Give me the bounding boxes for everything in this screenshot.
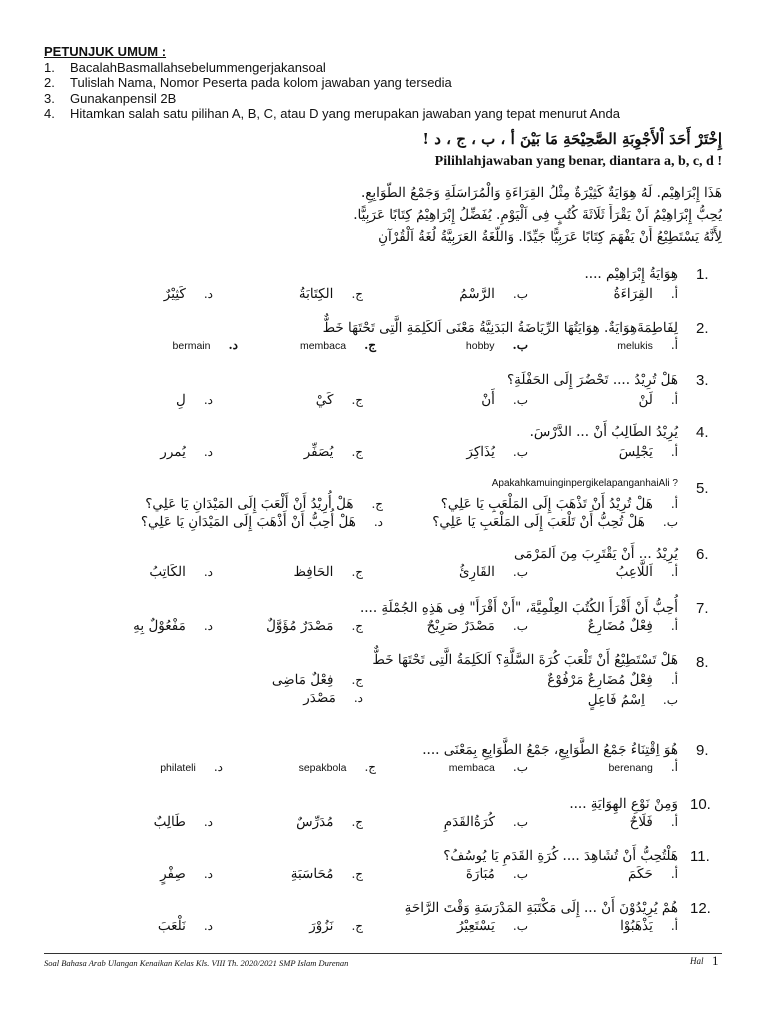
option-text: نَزُوْرَ xyxy=(309,918,334,934)
question-text: هَلْ تَسْتَطِيْعُ أَنْ تَلْعَبَ كُرَةَ السَّلَّةِ؟ اَلكَلِمَةُ الَّتِى تَحْتَهَا خَطٌّ xyxy=(372,652,678,668)
option-text: مَصْدَرٌ مُؤَوَّلٌ xyxy=(266,618,334,634)
option-a[interactable] xyxy=(638,392,678,408)
question-number: 12. xyxy=(690,900,711,917)
option-text: يَجْلِسَ xyxy=(618,444,653,460)
instruction-number: 2. xyxy=(44,75,55,90)
option-c[interactable] xyxy=(291,866,363,882)
option-letter: ب. xyxy=(512,815,528,829)
option-a[interactable] xyxy=(616,564,678,580)
option-letter: د. xyxy=(203,919,213,933)
instruction-text: BacalahBasmallahsebelummengerjakansoal xyxy=(70,59,326,75)
option-text: فِعْلٌ مَاضِى xyxy=(271,672,334,688)
option-letter: ب. xyxy=(512,919,528,933)
option-c[interactable] xyxy=(296,814,363,830)
option-text: مُحَاسَبَةِ xyxy=(290,866,334,882)
option-letter: د. xyxy=(373,515,383,529)
option-b[interactable] xyxy=(432,514,678,530)
question-text: وَمِنْ نَوْعِ الهِوَايَةِ .... xyxy=(569,796,678,812)
instruction-item xyxy=(44,75,724,91)
option-letter: ب. xyxy=(512,287,528,301)
option-text: أَنْ xyxy=(481,392,495,408)
option-text: كُرَةُالقَدَمِ xyxy=(443,814,495,830)
option-a[interactable] xyxy=(588,618,678,634)
passage-line: يُحِبُّ إِبْرَاهِيْمُ اَنْ يَقْرَأَ ثَلَاثَةَ كُتُبٍ فِى اَلْيَوْمِ. يُفَضِّلُ إِبْرَاهِيْمُ كِتَابًا عَرَبِيًّا. xyxy=(353,207,722,223)
option-b[interactable] xyxy=(466,866,528,882)
option-letter: ب. xyxy=(512,393,528,407)
question-text: هَلْ تُرِيْدُ .... تَحْضُرَ إِلَى الحَفْلَةِ؟ xyxy=(506,372,678,388)
option-d[interactable] xyxy=(160,866,213,882)
option-b[interactable] xyxy=(444,814,528,830)
option-a[interactable] xyxy=(630,814,678,830)
option-text: كَيْ xyxy=(315,392,334,408)
option-text: مُبَارَةَ xyxy=(465,866,495,882)
instruction-text: Tulislah Nama, Nomor Peserta pada kolom jawaban yang tersedia xyxy=(70,75,452,90)
option-text: يَذْهَبُوْا xyxy=(620,918,653,934)
passage-line: هَذَا إِبْرَاهِيْم. لَهُ هِوَايَةٌ كَثِيْرَةٌ مِثْلُ القِرَاءَةِ وَالْمُرَاسَلَةِ وَجَمْعُ الطَّوَابِعِ. xyxy=(360,185,722,201)
option-text: membaca xyxy=(448,762,495,774)
instruction-item xyxy=(44,106,724,122)
question-number: 6. xyxy=(696,546,709,563)
option-letter: د. xyxy=(213,760,223,774)
option-letter: ب. xyxy=(512,867,528,881)
option-letter: د. xyxy=(203,287,213,301)
option-text: hobby xyxy=(465,340,495,352)
option-d[interactable] xyxy=(160,760,223,774)
general-instructions xyxy=(44,44,724,122)
option-text: فِعْلٌ مُضَارِعٌ xyxy=(587,618,653,634)
question-text: هَلْتُحِبُّ أَنْ تُشَاهِدَ .... كُرَةِ القَدَمِ يَا يُوسُفُ؟ xyxy=(443,848,678,864)
option-b[interactable] xyxy=(466,338,528,352)
option-d[interactable] xyxy=(149,564,213,580)
option-letter: ج. xyxy=(351,445,363,459)
option-text: صِفْرٍ xyxy=(160,866,186,882)
option-text: مَصْدَر xyxy=(303,690,336,706)
option-letter: د. xyxy=(228,338,238,352)
option-letter: أ. xyxy=(670,287,678,301)
question-number: 4. xyxy=(696,424,709,441)
option-a[interactable] xyxy=(619,444,678,460)
option-text: القِرَاءَةُ xyxy=(613,286,653,302)
passage-line: لِأَنَّهُ يَسْتَطِيْعُ أَنْ يَفْهَمَ كِتَابًا عَرَبِيًّا جَيِّدًا. وَاللُّغَةُ العَرَبِيَّةُ لُغَةُ اَلْقُرْآنِ xyxy=(378,229,722,245)
option-a[interactable] xyxy=(608,760,678,774)
option-letter: ب. xyxy=(662,515,678,529)
option-b[interactable] xyxy=(459,564,528,580)
option-a[interactable] xyxy=(547,672,678,688)
option-text: يُذَاكِرَ xyxy=(466,444,495,460)
option-letter: ج. xyxy=(351,565,363,579)
option-text: لَنْ xyxy=(638,392,653,408)
option-b[interactable] xyxy=(466,444,528,460)
option-text: حَكَمَ xyxy=(628,866,653,882)
reading-passage xyxy=(42,182,722,248)
option-text: هَلْ أُحِبُّ أَنْ أَذْهَبَ إِلَى المَيْدَانِ يَا عَلِي؟ xyxy=(140,514,356,530)
option-letter: أ. xyxy=(670,867,678,881)
option-text: الرَّسْمُ xyxy=(459,286,495,302)
option-text: الكِتَابَةُ xyxy=(298,286,334,302)
instruction-text: Gunakanpensil 2B xyxy=(70,90,177,106)
option-c[interactable] xyxy=(299,760,376,774)
option-text: اِسْمُ فَاعِلٍ xyxy=(587,692,645,708)
option-b[interactable] xyxy=(427,618,528,634)
option-letter: ب. xyxy=(512,760,528,774)
option-c[interactable] xyxy=(299,286,363,302)
option-d[interactable] xyxy=(303,690,363,706)
option-letter: أ. xyxy=(670,497,678,511)
option-a[interactable] xyxy=(628,866,678,882)
option-text: berenang xyxy=(608,762,653,774)
option-c[interactable] xyxy=(272,672,363,688)
option-letter: ج. xyxy=(351,867,363,881)
question-number: 2. xyxy=(696,320,709,337)
option-letter: ج. xyxy=(351,287,363,301)
option-c[interactable] xyxy=(304,444,363,460)
option-text: هَلْ تُحِبُّ أَنْ تَلْعَبَ إِلَى المَلْعَبِ يَا عَلِي؟ xyxy=(432,514,645,530)
option-a[interactable] xyxy=(620,918,678,934)
option-c[interactable] xyxy=(300,338,376,352)
question-number: 5. xyxy=(696,480,709,497)
option-text: لِ xyxy=(176,392,186,408)
option-letter: ج. xyxy=(351,919,363,933)
option-c[interactable] xyxy=(309,918,363,934)
question-number: 1. xyxy=(696,266,709,283)
option-d[interactable] xyxy=(158,918,213,934)
option-letter: أ. xyxy=(670,673,678,687)
option-d[interactable] xyxy=(141,514,383,530)
option-letter: أ. xyxy=(670,619,678,633)
page-label: Hal xyxy=(690,956,704,966)
option-text: كَثِيْرٌ xyxy=(163,286,186,302)
option-a[interactable] xyxy=(614,286,678,302)
option-c[interactable] xyxy=(266,618,363,634)
question-text: لِفَاطِمَةَهِوَايَةٌ. هِوَايَتُهَا الرِّيَاضَةُ البَدَنِيَّةُ مَعْنَى اَلكَلِمَةِ الَّتِى تَحْتَهَا خَطٌّ xyxy=(322,320,678,336)
option-letter: د. xyxy=(203,445,213,459)
option-letter: ج. xyxy=(351,815,363,829)
option-text: membaca xyxy=(299,340,347,352)
option-text: فَلَاحٌ xyxy=(629,814,653,830)
question-number: 11. xyxy=(690,848,710,865)
heading-latin: Pilihlahjawaban yang benar, diantara a, b, c, d ! xyxy=(434,154,722,169)
option-text: مَفْعُوْلٌ بِهِ xyxy=(133,618,186,634)
option-text: يَسْتَعِيْرُ xyxy=(456,918,495,934)
question-number: 3. xyxy=(696,372,709,389)
option-text: sepakbola xyxy=(298,762,347,774)
option-c[interactable] xyxy=(145,496,383,512)
option-d[interactable] xyxy=(164,286,213,302)
option-letter: ج. xyxy=(351,619,363,633)
option-letter: د. xyxy=(203,565,213,579)
option-letter: ج. xyxy=(364,760,376,774)
option-text: طَالِبٌ xyxy=(153,814,186,830)
question-text: هُمْ يُرِيْدُوْنَ أَنْ ... إِلَى مَكْتَبَةِ المَدْرَسَةِ وَقْتَ الرَّاحَةِ xyxy=(404,900,678,916)
option-text: الحَافِظ xyxy=(293,564,334,580)
option-letter: أ. xyxy=(670,919,678,933)
option-letter: د. xyxy=(203,867,213,881)
instruction-number: 4. xyxy=(44,106,55,121)
heading-arabic: إِخْتَرْ أَحَدَ اْلأَجْوِبَةِ الصَّحِيْحَةِ مَا بَيْنَ أ ، ب ، ج ، د ! xyxy=(422,130,722,148)
option-letter: ب. xyxy=(512,338,528,352)
option-text: اَللَّاعِبُ xyxy=(615,564,653,580)
question-number: 8. xyxy=(696,654,709,671)
instruction-number: 1. xyxy=(44,59,55,75)
option-d[interactable] xyxy=(160,444,213,460)
option-d[interactable] xyxy=(173,338,238,352)
option-text: هَلْ تُرِيْدُ أَنْ تَذْهَبَ إِلَى المَلْعَبِ يَا عَلِي؟ xyxy=(440,496,653,512)
option-text: الكَاتِبُ xyxy=(149,564,186,580)
option-b[interactable] xyxy=(481,392,528,408)
option-text: فِعْلٌ مُضَارِعٌ مَرْفُوْعٌ xyxy=(547,672,653,688)
question-number: 7. xyxy=(696,600,709,617)
question-text: ApakahkamuinginpergikelapanganhaiAli ? xyxy=(491,478,678,489)
option-a[interactable] xyxy=(617,338,678,352)
option-text: يُصَفِّر xyxy=(303,444,334,460)
option-text: philateli xyxy=(160,762,196,774)
option-letter: ج. xyxy=(351,393,363,407)
option-letter: أ. xyxy=(670,565,678,579)
instructions-title: PETUNJUK UMUM : xyxy=(44,44,167,59)
option-letter: ب. xyxy=(512,445,528,459)
option-letter: د. xyxy=(203,815,213,829)
page-number: 1 xyxy=(712,953,719,968)
option-b[interactable] xyxy=(449,760,528,774)
option-b[interactable] xyxy=(459,286,528,302)
question-number: 10. xyxy=(690,796,711,813)
option-letter: أ. xyxy=(670,760,678,774)
option-text: melukis xyxy=(617,340,653,352)
option-text: مَصْدَرٌ صَرِيْحٌ xyxy=(426,618,495,634)
instruction-item xyxy=(44,60,724,76)
footer-divider xyxy=(44,953,722,954)
question-text: يُرِيْدُ ... أَنْ يَقْتَرِبَ مِنَ اَلمَرْمَى xyxy=(514,546,678,562)
option-letter: أ. xyxy=(670,815,678,829)
option-letter: ج. xyxy=(351,673,363,687)
instruction-number: 3. xyxy=(44,90,55,106)
question-text: هِوَايَةُ إِبْرَاهِيْم .... xyxy=(584,266,678,282)
option-letter: د. xyxy=(203,619,213,633)
question-text: هُوَ اِقْتِنَاءُ جَمْعُ الطَّوَابِعِ، جَمْعُ الطَّوَابِعِ بِمَعْنَى .... xyxy=(422,742,678,758)
option-letter: ب. xyxy=(512,619,528,633)
option-letter: د. xyxy=(353,691,363,705)
option-d[interactable] xyxy=(154,814,213,830)
instruction-text: Hitamkan salah satu pilihan A, B, C, atau D yang merupakan jawaban yang tepat menurut Anda xyxy=(70,106,620,121)
question-number: 9. xyxy=(696,742,709,759)
option-text: هَلْ أُرِيْدُ أَنْ أَلْعَبَ إِلَى المَيْدَانِ يَا عَلِي؟ xyxy=(145,496,354,512)
footer-text: Soal Bahasa Arab Ulangan Kenaikan Kelas Kls. VIII Th. 2020/2021 SMP Islam Durenan xyxy=(44,958,349,968)
instruction-item xyxy=(44,91,724,107)
option-letter: ب. xyxy=(662,693,678,707)
option-c[interactable] xyxy=(293,564,363,580)
option-text: bermain xyxy=(172,340,211,352)
option-letter: ب. xyxy=(512,565,528,579)
option-c[interactable] xyxy=(316,392,363,408)
option-text: القَارِئُ xyxy=(458,564,495,580)
option-letter: أ. xyxy=(670,393,678,407)
option-b[interactable] xyxy=(457,918,528,934)
option-d[interactable] xyxy=(133,618,213,634)
option-d[interactable] xyxy=(176,392,213,408)
question-text: يُرِيْدُ الطَالِبُ أَنْ ... الدَّرْسَ. xyxy=(529,424,678,440)
option-letter: أ. xyxy=(670,445,678,459)
option-letter: ج. xyxy=(364,338,376,352)
option-letter: أ. xyxy=(670,338,678,352)
option-letter: ج. xyxy=(371,497,383,511)
option-b[interactable] xyxy=(588,692,678,708)
option-a[interactable] xyxy=(441,496,678,512)
option-letter: د. xyxy=(203,393,213,407)
option-text: يُمرر xyxy=(160,444,186,460)
option-text: مُدَرِّسٌ xyxy=(296,814,334,830)
option-text: نَلْعَبَ xyxy=(157,918,186,934)
question-text: أُحِبُّ أَنْ أَقْرَأَ الكُتُبَ العِلْمِيَّةَ، "أَنْ أَقْرَأَ" فِى هَذِهِ الجُمْلَةِ .... xyxy=(359,600,678,616)
